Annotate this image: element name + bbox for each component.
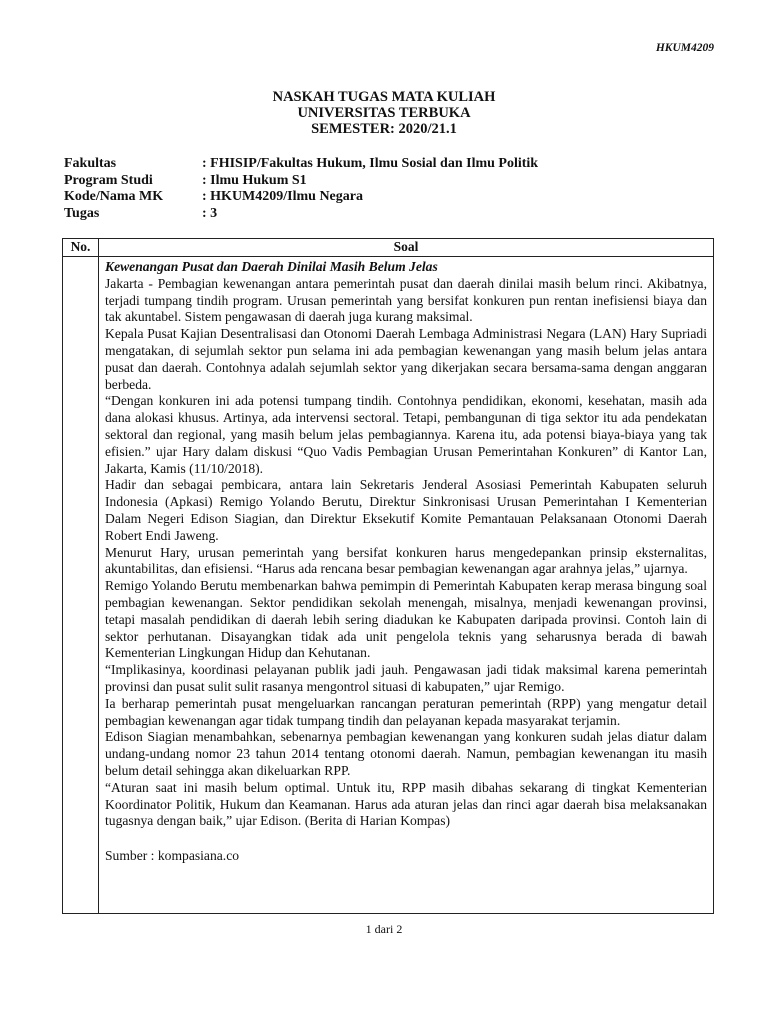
- question-table: [62, 238, 714, 914]
- header-no: No.: [63, 239, 99, 257]
- header-soal: Soal: [99, 239, 714, 257]
- question-content: [99, 257, 714, 914]
- meta-label: Kode/Nama MK: [64, 189, 164, 204]
- course-code: HKUM4209: [655, 42, 714, 54]
- meta-row-tugas: [64, 206, 538, 223]
- meta-row-kode-mk: [64, 189, 538, 206]
- article-paragraph: Hadir dan sebagai pembicara, antara lain Sekretaris Jenderal Asosiasi Pemerintah Kabupaten seluruh Indonesia (Apkasi) Remigo Yolando Berutu, Direktur Sinkronisasi Urusan Pemerintahan I Kementerian Dalam Negeri Edison Siagian, dan Direktur Eksekutif Komite Pemantauan Pelaksanaan Otonomi Daerah Robert Endi Jaweng.: [105, 477, 707, 543]
- article-source: Sumber : kompasiana.co: [105, 848, 240, 864]
- article-paragraph: Kepala Pusat Kajian Desentralisasi dan Otonomi Daerah Lembaga Administrasi Negara (LAN) Hary Supriadi mengatakan, di sejumlah sektor pun selama ini ada pembagian kewenangan yang masih belum jelas antara pusat dan daerah. Contohnya adalah sejumlah sektor yang dikerjakan secara bersama-sama dengan anggaran berbeda.: [105, 326, 707, 392]
- article-title: Kewenangan Pusat dan Daerah Dinilai Masih Belum Jelas: [105, 259, 438, 274]
- meta-value: : FHISIP/Fakultas Hukum, Ilmu Sosial dan Ilmu Politik: [202, 156, 539, 171]
- meta-label: Fakultas: [64, 156, 117, 171]
- header-university: UNIVERSITAS TERBUKA: [297, 105, 471, 121]
- course-info: [64, 156, 538, 222]
- meta-value: : 3: [202, 205, 218, 221]
- table-header-row: [63, 239, 714, 257]
- header-semester: SEMESTER: 2020/21.1: [311, 121, 457, 137]
- article-paragraph: “Dengan konkuren ini ada potensi tumpang tindih. Contohnya pendidikan, ekonomi, kesehatan, masih ada dana alokasi khusus. Artinya, ada intervensi sectoral. Tetapi, pembangunan di tiga sektor itu ada pendekatan sektoral dan regional, yang masih belum jelas pembagiannya. Karena itu, ada potensi biaya-biaya yang tak efisien.” ujar Hary dalam diskusi “Quo Vadis Pembagian Urusan Pemerintahan Konkuren” di Kantor Lan, Jakarta, Kamis (11/10/2018).: [105, 393, 707, 476]
- table-row: [63, 257, 714, 914]
- row-number-cell: [63, 257, 99, 914]
- article-paragraph: Jakarta - Pembagian kewenangan antara pemerintah pusat dan daerah dinilai masih belum rinci. Akibatnya, terjadi tumpang tindih program. Urusan pemerintah yang bersifat konkuren pun rentan inefisiensi biaya dan tak akuntabel. Sistem pengawasan di daerah juga kurang maksimal.: [105, 275, 707, 325]
- meta-row-fakultas: [64, 156, 538, 173]
- meta-label: Program Studi: [64, 172, 153, 188]
- article-paragraph: Edison Siagian menambahkan, sebenarnya pembagian kewenangan yang konkuren sudah jelas diatur dalam undang-undang nomor 23 tahun 2014 tentang otonomi daerah. Namun, pembagian kewenangan itu masih belum detail sehingga akan dikeluarkan RPP.: [105, 729, 707, 778]
- meta-label: Tugas: [64, 205, 100, 221]
- article-paragraph: “Implikasinya, koordinasi pelayanan publik jadi jauh. Pengawasan jadi tidak maksimal karena pemerintah provinsi dan pusat sulit sulit rasanya mengontrol situasi di kabupaten,” ujar Remigo.: [105, 662, 707, 694]
- article-paragraph: Remigo Yolando Berutu membenarkan bahwa pemimpin di Pemerintah Kabupaten kerap merasa bingung soal pembagian kewenangan. Sektor pendidikan sekolah menengah, misalnya, menjadi kewenangan provinsi, tetapi masalah pendidikan di daerah lebih sering diadukan ke Kabupaten daripada provinsi. Contoh lain di sektor perhutanan. Disayangkan tidak ada unit pengelola teknis yang seharusnya berada di bawah Kementerian Lingkungan Hidup dan Kehutanan.: [105, 578, 707, 661]
- meta-row-program-studi: [64, 173, 538, 190]
- meta-value: : HKUM4209/Ilmu Negara: [202, 189, 363, 204]
- document-header: [0, 89, 768, 137]
- meta-value: : Ilmu Hukum S1: [202, 172, 307, 188]
- article-paragraph: Ia berharap pemerintah pusat mengeluarkan rancangan peraturan pemerintah (RPP) yang mengatur detail pembagian kewenangan agar tidak tumpang tindih dan pelayanan kepada masyarakat terjamin.: [105, 695, 707, 728]
- article-paragraph: “Aturan saat ini masih belum optimal. Untuk itu, RPP masih dibahas sekarang di tingkat Kementerian Koordinator Politik, Hukum dan Keamanan. Harus ada aturan jelas dan rinci agar daerah bisa melaksanakan tugasnya dengan baik,” ujar Edison. (Berita di Harian Kompas): [105, 779, 707, 829]
- header-title: NASKAH TUGAS MATA KULIAH: [272, 89, 496, 105]
- article-paragraph: Menurut Hary, urusan pemerintah yang bersifat konkuren harus mengedepankan prinsip eksternalitas, akuntabilitas, dan efisiensi. “Harus ada rencana besar pembagian kewenangan agar arahnya jelas,” ujarnya.: [105, 544, 707, 577]
- page-number: 1 dari 2: [365, 922, 403, 936]
